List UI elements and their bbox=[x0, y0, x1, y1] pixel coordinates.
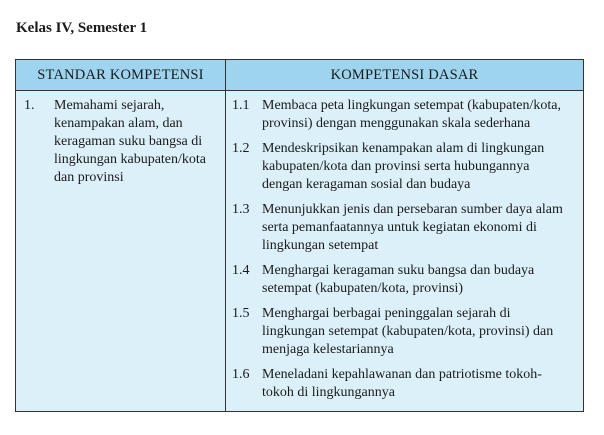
page-title: Kelas IV, Semester 1 bbox=[16, 20, 148, 36]
kompetensi-number: 1.2 bbox=[232, 141, 250, 156]
kompetensi-dasar-cell bbox=[226, 91, 583, 411]
standar-item bbox=[24, 97, 217, 187]
kompetensi-item bbox=[232, 97, 577, 133]
kompetensi-text: Menghargai berbagai peninggalan sejarah di lingkungan setempat (kabupaten/kota, provinsi) dan menjaga kelestariannya bbox=[262, 306, 554, 357]
kompetensi-text: Mendeskripsikan kenampakan alam di lingkungan kabupaten/kota dan provinsi serta hubungannya dengan keragaman sosial dan budaya bbox=[262, 141, 545, 192]
standar-number: 1. bbox=[24, 98, 35, 113]
standar-text: Memahami sejarah, kenampakan alam, dan keragaman suku bangsa di lingkungan kabupaten/kota dan provinsi bbox=[54, 98, 207, 185]
kompetensi-text: Meneladani kepahlawanan dan patriotisme tokoh- tokoh di lingkungannya bbox=[262, 367, 542, 400]
header-standar-kompetensi: STANDAR KOMPETENSI bbox=[16, 60, 226, 91]
kompetensi-number: 1.4 bbox=[232, 263, 250, 278]
header-kompetensi-dasar: KOMPETENSI DASAR bbox=[226, 60, 583, 91]
competency-table bbox=[15, 59, 584, 412]
kompetensi-item bbox=[232, 262, 577, 298]
kompetensi-item bbox=[232, 140, 577, 194]
kompetensi-item bbox=[232, 366, 577, 402]
standar-kompetensi-cell bbox=[16, 91, 226, 411]
kompetensi-number: 1.6 bbox=[232, 367, 250, 382]
kompetensi-number: 1.3 bbox=[232, 202, 250, 217]
kompetensi-number: 1.1 bbox=[232, 98, 250, 113]
kompetensi-item bbox=[232, 201, 577, 255]
kompetensi-item bbox=[232, 305, 577, 359]
kompetensi-text: Membaca peta lingkungan setempat (kabupaten/kota, provinsi) dengan menggunakan skala sederhana bbox=[262, 98, 561, 131]
kompetensi-text: Menghargai keragaman suku bangsa dan budaya setempat (kabupaten/kota, provinsi) bbox=[262, 263, 535, 296]
kompetensi-text: Menunjukkan jenis dan persebaran sumber daya alam serta pemanfaatannya untuk kegiatan ekonomi di lingkungan setempat bbox=[262, 202, 563, 253]
kompetensi-number: 1.5 bbox=[232, 306, 250, 321]
